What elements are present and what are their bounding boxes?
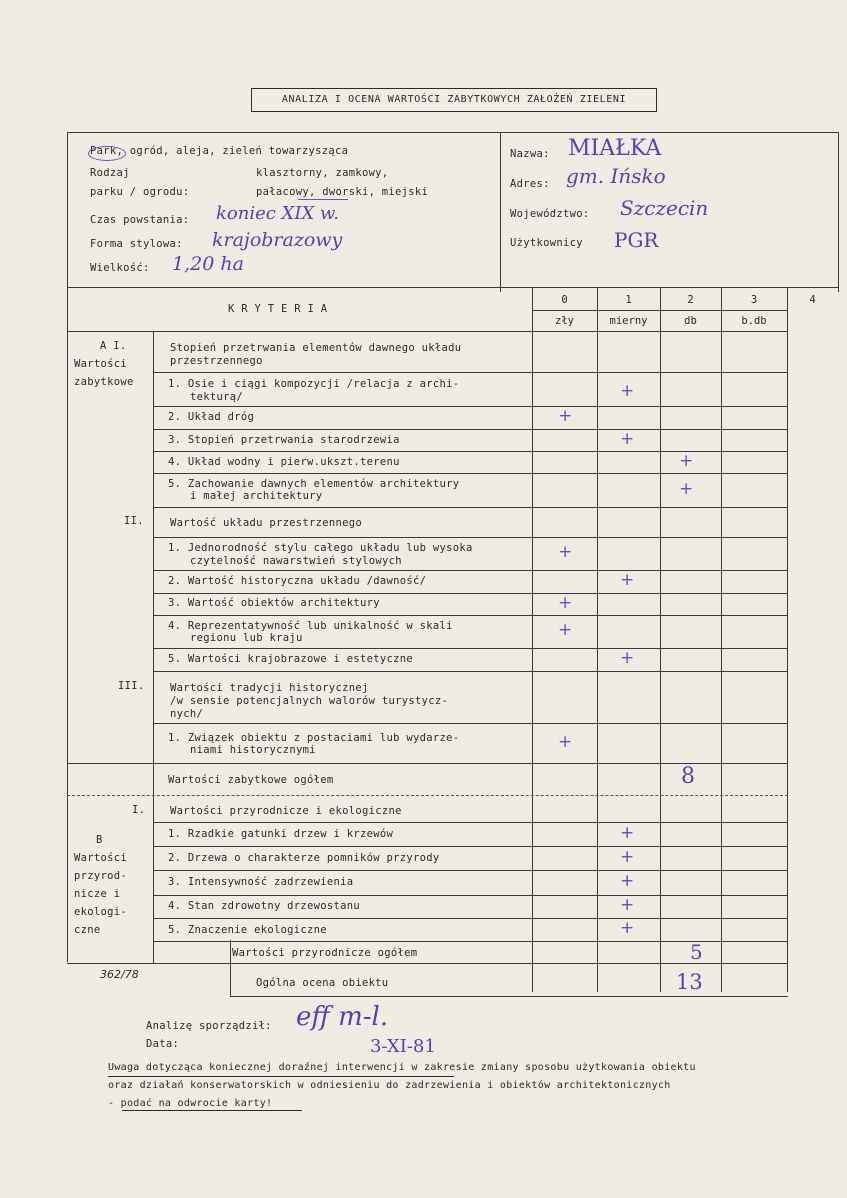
scale-0-num: 0 <box>561 294 568 306</box>
score-mark-c1: + <box>558 732 573 752</box>
score-mark-d2: + <box>620 847 635 867</box>
rodzaj-line1: klasztorny, zamkowy, <box>256 167 389 179</box>
row-a1: 1. Osie i ciągi kompozycji /relacja z archi- <box>168 378 460 390</box>
section-a-label-3: zabytkowe <box>74 376 134 388</box>
nazwa-label: Nazwa: <box>510 148 550 160</box>
note-line-3: - podać na odwrocie karty! <box>108 1098 273 1109</box>
section-b-label-3: przyrod- <box>74 870 127 882</box>
czas-label: Czas powstania: <box>90 214 190 226</box>
row-a3: 3. Stopień przetrwania starodrzewia <box>168 434 400 446</box>
row-d2: 2. Drzewa o charakterze pomników przyrody <box>168 852 440 864</box>
score-mark-d1: + <box>620 823 635 843</box>
wielkosc-value: 1,20 ha <box>172 253 244 275</box>
scale-3-num: 3 <box>750 294 758 306</box>
note-underline-1 <box>108 1076 454 1077</box>
scale-4-num: 4 <box>809 294 816 306</box>
row-b5: 5. Wartości krajobrazowe i estetyczne <box>168 653 413 665</box>
row-b1-cont: czytelność nawarstwień stylowych <box>190 555 402 567</box>
note-line-1: Uwaga dotycząca koniecznej doraźnej interwencji w zakresie zmiany sposobu użytkowania obiektu <box>108 1062 696 1073</box>
forma-label: Forma stylowa: <box>90 238 183 250</box>
section-b-total-label: Wartości przyrodnicze ogółem <box>232 947 418 959</box>
object-type-line: Park, ogród, aleja, zieleń towarzysząca <box>90 145 349 157</box>
row-b4: 4. Reprezentatywność lub unikalność w skali <box>168 620 453 632</box>
section-a-iii-label: III. <box>118 680 145 692</box>
sec1-title-2: przestrzennego <box>170 355 263 367</box>
row-a4: 4. Układ wodny i pierw.ukszt.terenu <box>168 456 400 468</box>
uzytkownicy-label: Użytkownicy <box>510 237 583 249</box>
row-a2: 2. Układ dróg <box>168 411 255 423</box>
wielkosc-label: Wielkość: <box>90 262 150 274</box>
overall-value: 13 <box>676 970 703 994</box>
section-b-label-2: Wartości <box>74 852 127 864</box>
section-b-label-5: ekologi- <box>74 906 127 918</box>
parku-label: parku / ogrodu: <box>90 186 190 198</box>
sec3-title: Wartości tradycji historycznej <box>170 682 369 694</box>
score-mark-d4: + <box>620 895 635 915</box>
note-line-2: oraz działań konserwatorskich w odniesieniu do zadrzewienia i obiektów architektonicznych <box>108 1080 671 1091</box>
score-mark-a5: + <box>679 479 694 499</box>
scale-3-label: b.db <box>741 315 767 327</box>
adres-value: gm. Ińsko <box>566 164 666 188</box>
dworski-underline <box>298 199 348 200</box>
score-mark-b3: + <box>558 593 573 613</box>
score-mark-a2: + <box>558 406 573 426</box>
score-mark-a3: + <box>620 429 635 449</box>
scale-0-label: zły <box>555 315 574 327</box>
wojewodztwo-value: Szczecin <box>620 196 709 220</box>
section-a-label-2: Wartości <box>74 358 127 370</box>
section-a-label: A I. <box>100 340 127 352</box>
section-b-total-value: 5 <box>690 940 703 964</box>
data-value: 3-XI-81 <box>370 1036 436 1057</box>
sec3-title-2: /w sensie potencjalnych walorów turystycz- <box>170 695 449 707</box>
row-a5: 5. Zachowanie dawnych elementów architektury <box>168 478 460 490</box>
score-mark-b5: + <box>620 648 635 668</box>
score-mark-b2: + <box>620 570 635 590</box>
section-a-total-label: Wartości zabytkowe ogółem <box>168 774 334 786</box>
row-a5-cont: i małej architektury <box>190 490 323 502</box>
section-b-label-4: nicze i <box>74 888 121 900</box>
row-d4: 4. Stan zdrowotny drzewostanu <box>168 900 361 912</box>
row-d3: 3. Intensywność zadrzewienia <box>168 876 354 888</box>
score-mark-a4: + <box>679 451 694 471</box>
section-a-total-value: 8 <box>681 764 695 789</box>
selected-park-circle <box>88 146 126 161</box>
wojewodztwo-label: Województwo: <box>510 208 590 220</box>
section-b-i-label: I. <box>132 804 146 816</box>
row-c1-cont: niami historycznymi <box>190 744 316 756</box>
section-b-title: Wartości przyrodnicze i ekologiczne <box>170 805 402 817</box>
row-b1: 1. Jednorodność stylu całego układu lub wysoka <box>168 542 473 554</box>
document-title: ANALIZA I OCENA WARTOŚCI ZABYTKOWYCH ZAŁOŻEŃ ZIELENI <box>251 88 657 112</box>
scale-2-num: 2 <box>687 294 694 306</box>
rodzaj-line2: pałacowy, dworski, miejski <box>256 186 429 198</box>
score-mark-d5: + <box>620 918 635 938</box>
sec1-title: Stopień przetrwania elementów dawnego układu <box>170 342 462 354</box>
scale-1-label: mierny <box>609 315 648 327</box>
nazwa-value: MIAŁKA <box>568 136 662 161</box>
overall-label: Ogólna ocena obiektu <box>256 977 389 989</box>
score-mark-a1: + <box>620 381 635 401</box>
scale-2-label: db <box>684 315 697 327</box>
score-mark-d3: + <box>620 871 635 891</box>
kryteria-label: K R Y T E R I A <box>228 303 328 315</box>
row-d1: 1. Rzadkie gatunki drzew i krzewów <box>168 828 394 840</box>
uzytkownicy-value: PGR <box>614 228 659 252</box>
row-d5: 5. Znaczenie ekologiczne <box>168 924 327 936</box>
czas-value: koniec XIX w. <box>216 203 340 224</box>
row-a1-cont: tekturą/ <box>190 391 243 403</box>
row-b2: 2. Wartość historyczna układu /dawność/ <box>168 575 427 587</box>
analize-label: Analizę sporządził: <box>146 1020 272 1032</box>
row-c1: 1. Związek obiektu z postaciami lub wydarze- <box>168 732 460 744</box>
note-underline-3 <box>122 1110 302 1111</box>
row-b4-cont: regionu lub kraju <box>190 632 303 644</box>
archive-number: 362/78 <box>100 968 139 981</box>
adres-label: Adres: <box>510 178 550 190</box>
section-a-ii-label: II. <box>124 515 144 527</box>
score-mark-b4: + <box>558 620 573 640</box>
forma-value: krajobrazowy <box>212 229 343 251</box>
section-b-label-6: czne <box>74 924 101 936</box>
sec3-title-3: nych/ <box>170 708 204 720</box>
data-label: Data: <box>146 1038 180 1050</box>
section-b-label: B <box>96 834 103 846</box>
signature: eff m-l. <box>296 1002 389 1032</box>
sec2-title: Wartość układu przestrzennego <box>170 517 363 529</box>
scale-1-num: 1 <box>625 294 632 306</box>
score-mark-b1: + <box>558 542 573 562</box>
rodzaj-label: Rodzaj <box>90 167 130 179</box>
row-b3: 3. Wartość obiektów architektury <box>168 597 380 609</box>
